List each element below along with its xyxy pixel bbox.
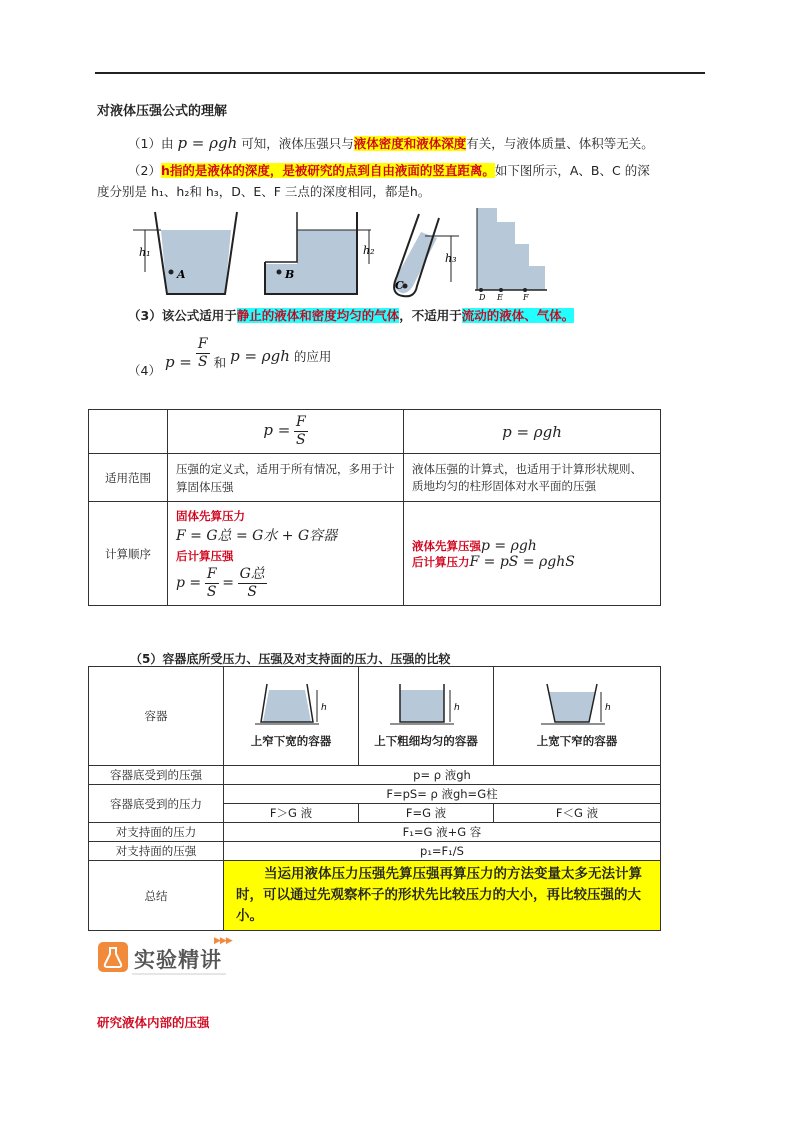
table2-force-cmp-2: F=G 液 xyxy=(359,804,494,823)
svg-text:F: F xyxy=(523,293,529,302)
table2-support-force-label: 对支持面的压力 xyxy=(89,823,224,842)
item-1-suffix: 有关，与液体质量、体积等无关。 xyxy=(466,136,654,151)
item-4-p: p = xyxy=(164,353,192,371)
item-4-fraction: $\frac{F}{S}$ xyxy=(197,336,208,370)
container-a xyxy=(133,212,237,294)
table2-summary-value: 当运用液体压力压强先算压强再算压力的方法变量太多无法计算时，可以通过先观察杯子的形状先比较压力的大小，再比较压强的大小。 xyxy=(224,861,661,931)
item-3-highlight-1: 静止的液体和密度均匀的气体 xyxy=(236,308,400,323)
svg-text:C: C xyxy=(395,279,404,292)
table2-force-value: F=pS= ρ 液gh=G柱 xyxy=(224,785,661,804)
table1-row1-c1: 压强的定义式，适用于所有情况，多用于计算固体压强 xyxy=(168,454,404,502)
item-1-formula: p = ρgh xyxy=(177,134,238,152)
item-2-highlight: h指的是液体的深度，是被研究的点到自由液面的竖直距离。 xyxy=(160,163,495,178)
depth-figure xyxy=(125,204,565,304)
table1-row2-c1: 固体先算压力 F = G总 = G水 + G容器 后计算压强 p = $\frac{F}{S}$ = $\frac{\text{G总}}{S}$ xyxy=(168,502,404,606)
svg-text:h₁: h₁ xyxy=(139,246,151,259)
item-2-rest: 如下图所示，A、B、C 的深 xyxy=(494,163,650,178)
tube-c xyxy=(394,214,459,296)
item-4-prefix: （4） xyxy=(128,363,161,378)
table2-support-force-value: F₁=G 液+G 容 xyxy=(224,823,661,842)
table1-header-1: p = $\frac{F}{S}$ xyxy=(168,410,404,454)
svg-text:h: h xyxy=(605,703,611,713)
table1-row2-label: 计算顺序 xyxy=(89,502,168,606)
svg-text:h₂: h₂ xyxy=(363,244,375,257)
table2-container-label: 容器 xyxy=(89,667,224,766)
table1-corner xyxy=(89,410,168,454)
item-2-prefix: （2） xyxy=(128,163,161,178)
svg-text:h₃: h₃ xyxy=(445,252,457,265)
comparison-table xyxy=(88,666,661,931)
table2-pressure-label: 容器底受到的压强 xyxy=(89,766,224,785)
uniform-container-icon xyxy=(386,682,466,732)
table2-summary-label: 总结 xyxy=(89,861,224,931)
table1-header-2: p = ρgh xyxy=(404,410,661,454)
item-3 xyxy=(128,306,574,326)
table1-row1-c2: 液体压强的计算式，也适用于计算形状规则、质地均匀的柱形固体对水平面的压强 xyxy=(404,454,661,502)
item-3-highlight-2: 流动的液体、气体。 xyxy=(461,308,575,323)
item-3-prefix: （3）该公式适用于 xyxy=(128,308,237,323)
container-wide-top: h 上宽下窄的容器 xyxy=(494,667,661,766)
top-rule xyxy=(95,72,705,74)
item-4 xyxy=(128,336,332,378)
table2-force-label: 容器底受到的压力 xyxy=(89,785,224,823)
table2-pressure-value: p= ρ 液gh xyxy=(224,766,661,785)
item-1-prefix: （1）由 xyxy=(128,136,174,151)
stepped-container xyxy=(475,208,547,302)
item-1 xyxy=(128,133,654,154)
item-1-highlight: 液体密度和液体深度 xyxy=(353,136,467,151)
item-3-mid: ，不适用于 xyxy=(399,308,462,323)
svg-text:A: A xyxy=(177,268,186,281)
svg-text:h: h xyxy=(321,703,327,713)
item-4-and: 和 xyxy=(213,355,227,370)
container-narrow-top: h 上窄下宽的容器 xyxy=(224,667,359,766)
item-4-suffix: 的应用 xyxy=(293,349,332,364)
badge-text: 实验精讲 xyxy=(134,948,222,972)
item-2-line-2: 度分别是 h₁、h₂和 h₃，D、E、F 三点的深度相同，都是h。 xyxy=(97,184,431,199)
formula-table xyxy=(88,409,661,606)
svg-text:D: D xyxy=(479,293,486,302)
flask-icon xyxy=(98,942,128,972)
table1-row1-label: 适用范围 xyxy=(89,454,168,502)
svg-text:E: E xyxy=(497,293,503,302)
item-5-title: （5）容器底所受压力、压强及对支持面的压力、压强的比较 xyxy=(130,652,451,666)
item-4-formula-2: p = ρgh xyxy=(230,347,290,365)
container-b xyxy=(265,212,375,294)
container-uniform: h 上下粗细均匀的容器 xyxy=(359,667,494,766)
table2-support-p-label: 对支持面的压强 xyxy=(89,842,224,861)
table2-force-cmp-3: F＜G 液 xyxy=(494,804,661,823)
table1-row2-c2: 液体先算压强p = ρgh 后计算压力F = pS = ρghS xyxy=(404,502,661,606)
section-title: 对液体压强公式的理解 xyxy=(97,104,228,119)
svg-text:h: h xyxy=(454,703,460,713)
table2-support-p-value: p₁=F₁/S xyxy=(224,842,661,861)
svg-text:B: B xyxy=(285,268,295,281)
badge-underline xyxy=(132,973,226,975)
item-1-mid: 可知，液体压强只与 xyxy=(241,136,354,151)
wide-top-container-icon xyxy=(537,682,617,732)
table2-force-cmp-1: F＞G 液 xyxy=(224,804,359,823)
item-2-line-1 xyxy=(128,161,650,181)
narrow-top-container-icon xyxy=(251,682,331,732)
section-2-title: 研究液体内部的压强 xyxy=(97,1015,210,1030)
experiment-badge xyxy=(98,936,234,978)
arrows-icon: ▶▶▶ xyxy=(214,936,232,946)
